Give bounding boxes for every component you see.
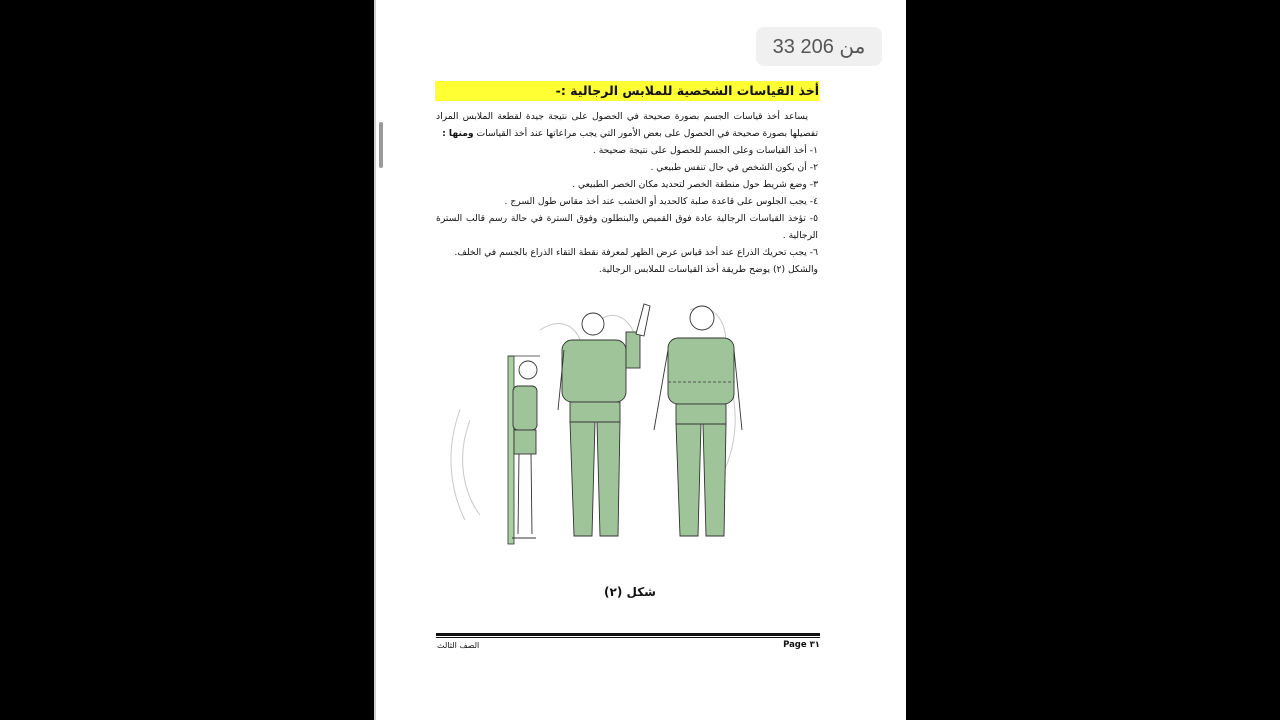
list-item: ٤- يجب الجلوس على قاعدة صلبة كالحديد أو الخشب عند أخذ مقاس طول السرج . [504, 196, 818, 207]
footer-rule [436, 633, 820, 636]
intro-paragraph [436, 108, 818, 142]
footer-grade: الصف الثالث [437, 641, 480, 650]
list-item: ٦- يجب تحريك الذراع عند أخذ قياس عرض الظهر لمعرفة نقطة التقاء الذراع بالجسم في الخلف. [454, 247, 818, 258]
page-edge [374, 0, 376, 720]
page-counter-text: 33 من 206 [772, 36, 866, 58]
section-heading: أخذ القياسات الشخصية للملابس الرجالية :- [435, 81, 819, 101]
measurement-illustration [440, 290, 760, 552]
body-text [436, 108, 818, 278]
list-item: ٢- أن يكون الشخص في حال تنفس طبيعي . [650, 162, 818, 173]
closing-line: والشكل (٢) يوضح طريقة أخذ القياسات للملابس الرجالية. [598, 264, 818, 275]
list-item: ٥- تؤخذ القياسات الرجالية عادة فوق القميص والبنطلون وفوق السترة في حالة رسم قالب السترة الرجالية . [436, 213, 818, 241]
footer-page-number: Page ٣١ [783, 640, 820, 650]
scrollbar-thumb[interactable] [379, 122, 383, 168]
footer-rule-thin [436, 637, 820, 638]
intro-text: يساعد أخذ قياسات الجسم بصورة صحيحة في الحصول على نتيجة جيدة لقطعة الملابس المراد تفصيلها بصورة صحيحة في الحصول على بعض الأمور التي يجب مراعاتها عند أخذ القياسات [436, 111, 818, 139]
height-rod [508, 356, 514, 544]
child-figure [512, 361, 537, 538]
figure-caption: شكل (٢) [604, 585, 656, 599]
page-counter [756, 27, 882, 66]
intro-lead: ومنها : [442, 128, 474, 139]
list-item: ١- أخذ القياسات وعلى الجسم للحصول على نتيجة صحيحة . [592, 145, 818, 156]
man-back-figure [558, 304, 650, 536]
man-front-figure [654, 306, 742, 536]
list-item: ٣- وضع شريط حول منطقة الخصر لتحديد مكان الخصر الطبيعي . [572, 179, 818, 190]
